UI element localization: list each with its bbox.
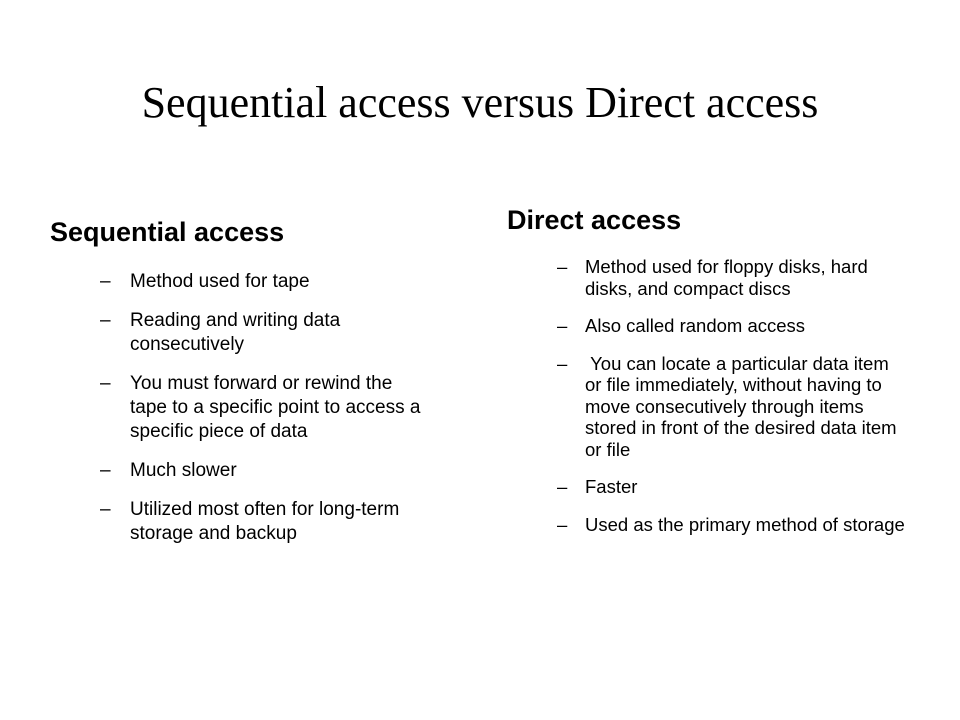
- list-item: [507, 315, 905, 337]
- sequential-access-column: [50, 212, 450, 561]
- dash-bullet: –: [557, 476, 568, 497]
- dash-bullet: –: [100, 310, 111, 331]
- list-item-text: Faster: [585, 476, 638, 497]
- list-item-text: Much slower: [130, 460, 237, 481]
- list-item: [50, 309, 430, 357]
- sequential-access-list: [50, 270, 450, 546]
- dash-bullet: –: [557, 513, 568, 535]
- list-item: [507, 476, 905, 498]
- sequential-access-heading: Sequential access: [50, 217, 285, 247]
- list-item-text: Reading and writing data consecutively: [130, 310, 341, 355]
- list-item: [50, 498, 430, 546]
- list-item: [50, 270, 430, 294]
- list-item: [507, 514, 905, 536]
- dash-bullet: –: [100, 373, 111, 394]
- dash-bullet: –: [100, 271, 111, 292]
- direct-access-column: [507, 200, 907, 551]
- list-item-text: You can locate a particular data item or file immediately, without having to move consecutively through items stored in front of the desired data item or file: [585, 352, 902, 460]
- dash-bullet: –: [100, 499, 111, 520]
- dash-bullet: –: [557, 315, 568, 336]
- list-item: [507, 256, 905, 299]
- direct-access-list: [507, 256, 907, 535]
- list-item: [50, 459, 430, 483]
- list-item-text: Also called random access: [585, 315, 806, 336]
- list-item-text: Used as the primary method of storage: [585, 513, 905, 535]
- list-item: [507, 353, 905, 461]
- list-item-text: Method used for tape: [130, 271, 310, 292]
- list-item-text: Utilized most often for long-term storage and backup: [130, 499, 400, 544]
- dash-bullet: –: [557, 352, 568, 374]
- direct-access-heading: Direct access: [507, 205, 682, 235]
- slide-title: Sequential access versus Direct access: [141, 78, 819, 128]
- list-item-text: Method used for floppy disks, hard disks, and compact discs: [585, 256, 868, 299]
- list-item: [50, 372, 430, 444]
- list-item-text: You must forward or rewind the tape to a specific point to access a specific piece of data: [130, 373, 421, 442]
- dash-bullet: –: [100, 460, 111, 481]
- dash-bullet: –: [557, 256, 568, 277]
